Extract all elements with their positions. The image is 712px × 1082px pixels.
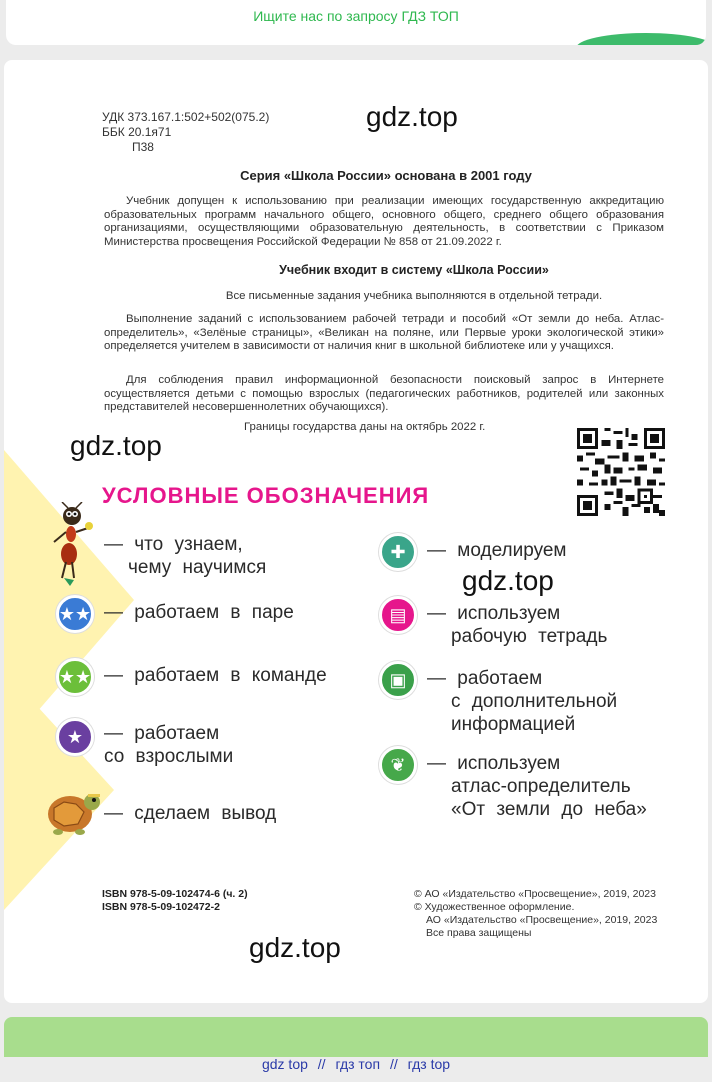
isbn-line: ISBN 978-5-09-102472-2 bbox=[102, 901, 220, 913]
qr-code[interactable] bbox=[577, 428, 665, 516]
isbn-line: ISBN 978-5-09-102474-6 (ч. 2) bbox=[102, 888, 248, 900]
safety-paragraph: Для соблюдения правил информационной безопасности поисковый запрос в Интернете осуществляется детьми с помощью взрослых (педагогических работников, родителей или законных представителей несовершеннолетних обучающихся). bbox=[104, 374, 664, 413]
legend-label: информацией bbox=[451, 714, 576, 735]
copyright-line: © АО «Издательство «Просвещение», 2019, 2023 bbox=[414, 888, 656, 900]
legend-item-workbook bbox=[379, 596, 607, 648]
legend-title: УСЛОВНЫЕ ОБОЗНАЧЕНИЯ bbox=[102, 483, 430, 508]
leaf-icon: ❦ bbox=[379, 746, 417, 784]
legend-label: — работаем bbox=[427, 668, 543, 689]
legend-label: — сделаем вывод bbox=[104, 803, 277, 824]
link-separator: // bbox=[317, 1056, 326, 1072]
legend-label: с дополнительной bbox=[451, 691, 618, 712]
team-work-icon: ★★ bbox=[56, 658, 94, 696]
ant-mascot-icon bbox=[44, 502, 94, 591]
top-banner bbox=[0, 0, 712, 58]
tasks-paragraph: Выполнение заданий с использованием рабочей тетради и пособий «От земли до неба. Атлас-определитель», «Зелёные страницы», «Великан на поляне, или Первые уроки экологической этики» определяется учителем в зависимости от наличия книг в школьной библиотеке или у учащихся. bbox=[104, 313, 664, 352]
legend-label: — работаем в паре bbox=[104, 602, 294, 623]
bottom-links bbox=[0, 1056, 712, 1072]
legend-label: — работаем bbox=[104, 723, 220, 744]
search-hint-link[interactable]: Ищите нас по запросу ГДЗ ТОП bbox=[253, 8, 459, 24]
copyright-block bbox=[414, 888, 657, 940]
approval-paragraph: Учебник допущен к использованию при реализации имеющих государственную аккредитацию образовательных программ начального общего, основного общего, среднего общего образования организациями, осуществляющими образовательную деятельность, в соответствии с Приказом Министерства просвещения Российской Федерации № 858 от 21.09.2022 г. bbox=[104, 195, 664, 248]
isbn-block bbox=[102, 888, 248, 914]
pair-work-icon: ★★ bbox=[56, 595, 94, 633]
copyright-line: АО «Издательство «Просвещение», 2019, 2023 bbox=[426, 914, 658, 926]
book-code: П38 bbox=[132, 140, 154, 154]
watermark: gdz.top bbox=[366, 101, 458, 132]
borders-note: Границы государства даны на октябрь 2022 г. bbox=[244, 421, 486, 433]
watermark: gdz.top bbox=[462, 565, 554, 596]
legend-label: «От земли до неба» bbox=[451, 799, 647, 820]
legend-item-adults bbox=[56, 718, 233, 768]
catalog-codes bbox=[102, 110, 269, 155]
copyright-line: © Художественное оформление. bbox=[414, 901, 575, 913]
bbk-code: ББК 20.1я71 bbox=[102, 125, 172, 139]
link-gdz-top-mixed[interactable]: гдз top bbox=[407, 1056, 451, 1072]
legend-label: — что узнаем, bbox=[104, 534, 243, 555]
turtle-mascot-icon bbox=[44, 782, 102, 843]
watermark: gdz.top bbox=[70, 430, 162, 461]
legend-item-info bbox=[379, 661, 617, 736]
book-page bbox=[4, 60, 708, 1003]
legend-label: атлас-определитель bbox=[451, 776, 631, 797]
legend-item-pair bbox=[56, 595, 294, 633]
green-corner-decoration bbox=[576, 33, 706, 45]
link-gdz-top-ru[interactable]: гдз топ bbox=[335, 1056, 381, 1072]
legend-label: — используем bbox=[427, 753, 561, 774]
legend-item-conclusion bbox=[104, 802, 276, 825]
legend-label: — используем bbox=[427, 603, 561, 624]
legend-label: рабочую тетрадь bbox=[451, 626, 608, 647]
legend-label: со взрослыми bbox=[104, 746, 234, 767]
legend-label: чему научимся bbox=[128, 557, 267, 578]
info-folder-icon: ▣ bbox=[379, 661, 417, 699]
copyright-line: Все права защищены bbox=[426, 927, 532, 939]
legend-label: — работаем в команде bbox=[104, 665, 327, 686]
legend-label: — моделируем bbox=[427, 540, 567, 561]
legend-item-learn bbox=[104, 533, 266, 579]
next-page-preview bbox=[4, 1017, 708, 1057]
puzzle-icon: ✚ bbox=[379, 533, 417, 571]
workbook-paragraph: Все письменные задания учебника выполняются в отдельной тетради. bbox=[225, 290, 603, 302]
legend-item-team bbox=[56, 658, 327, 696]
workbook-icon: ▤ bbox=[379, 596, 417, 634]
link-gdz-top[interactable]: gdz top bbox=[261, 1056, 308, 1072]
link-separator: // bbox=[389, 1056, 398, 1072]
watermark: gdz.top bbox=[249, 932, 341, 963]
legend-item-atlas bbox=[379, 746, 647, 821]
adults-work-icon: ★ bbox=[56, 718, 94, 756]
udk-code: УДК 373.167.1:502+502(075.2) bbox=[102, 110, 270, 124]
series-title: Серия «Школа России» основана в 2001 году bbox=[240, 168, 532, 183]
system-title: Учебник входит в систему «Школа России» bbox=[279, 263, 549, 277]
